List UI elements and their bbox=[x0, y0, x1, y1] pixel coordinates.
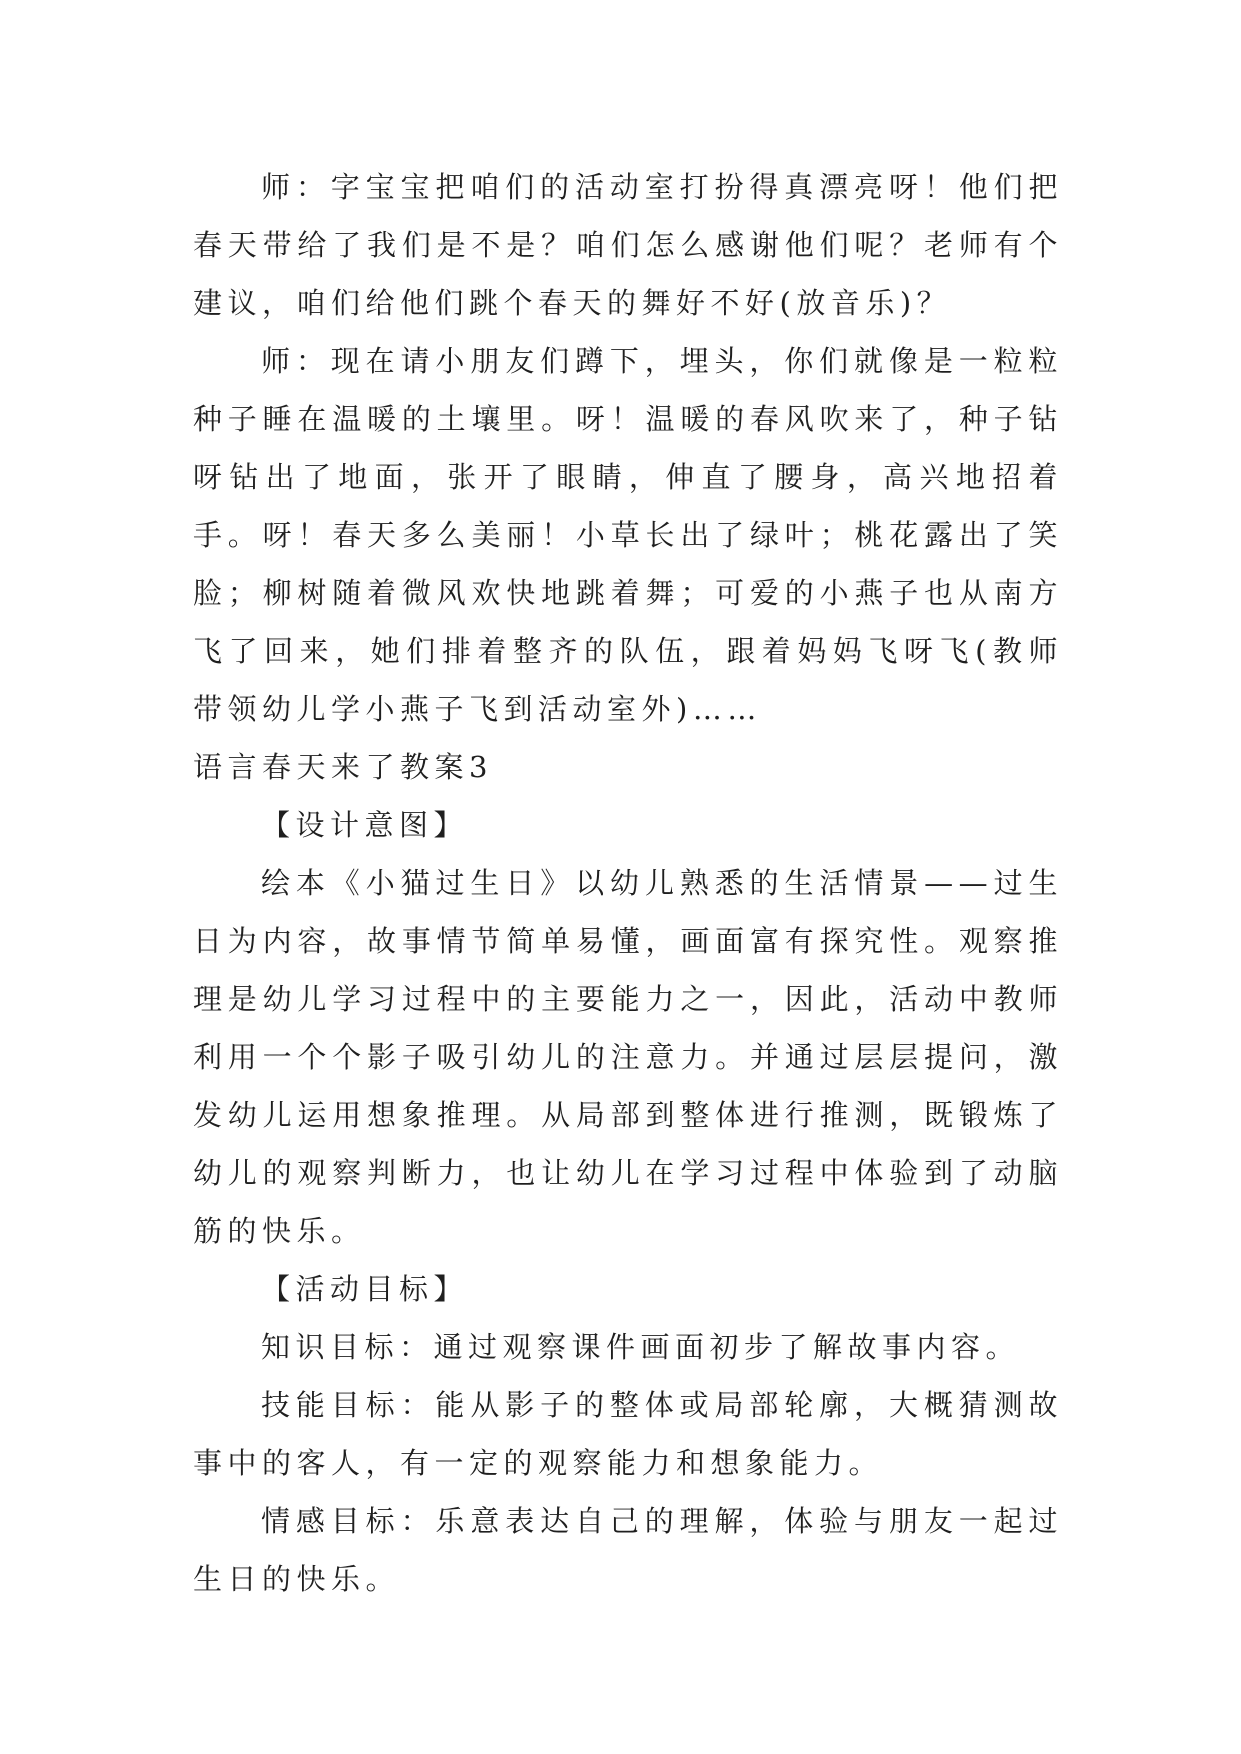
subheading-design-intent: 【设计意图】 bbox=[261, 808, 469, 842]
paragraph-knowledge-goal: 知识目标：通过观察课件画面初步了解故事内容。 bbox=[261, 1330, 1021, 1364]
document-body bbox=[193, 158, 1063, 1608]
paragraph-design-intent: 绘本《小猫过生日》以幼儿熟悉的生活情景——过生日为内容，故事情节简单易懂，画面富有探究性。观察推理是幼儿学习过程中的主要能力之一，因此，活动中教师利用一个个影子吸引幼儿的注意力。并通过层层提问，激发幼儿运用想象推理。从局部到整体进行推测，既锻炼了幼儿的观察判断力，也让幼儿在学习过程中体验到了动脑筋的快乐。 bbox=[193, 866, 1063, 1248]
subheading-activity-goals: 【活动目标】 bbox=[261, 1272, 469, 1306]
section-heading-lesson-3: 语言春天来了教案3 bbox=[193, 750, 493, 784]
paragraph-emotion-goal: 情感目标：乐意表达自己的理解，体验与朋友一起过生日的快乐。 bbox=[193, 1504, 1063, 1596]
paragraph-teacher-thanks: 师：字宝宝把咱们的活动室打扮得真漂亮呀！他们把春天带给了我们是不是？咱们怎么感谢他们呢？老师有个建议，咱们给他们跳个春天的舞好不好(放音乐)？ bbox=[193, 170, 1063, 320]
paragraph-teacher-dance: 师：现在请小朋友们蹲下，埋头，你们就像是一粒粒种子睡在温暖的土壤里。呀！温暖的春风吹来了，种子钻呀钻出了地面，张开了眼睛，伸直了腰身，高兴地招着手。呀！春天多么美丽！小草长出了绿叶；桃花露出了笑脸；柳树随着微风欢快地跳着舞；可爱的小燕子也从南方飞了回来，她们排着整齐的队伍，跟着妈妈飞呀飞(教师带领幼儿学小燕子飞到活动室外)…… bbox=[193, 344, 1063, 726]
paragraph-skill-goal: 技能目标：能从影子的整体或局部轮廓，大概猜测故事中的客人，有一定的观察能力和想象能力。 bbox=[193, 1388, 1063, 1480]
